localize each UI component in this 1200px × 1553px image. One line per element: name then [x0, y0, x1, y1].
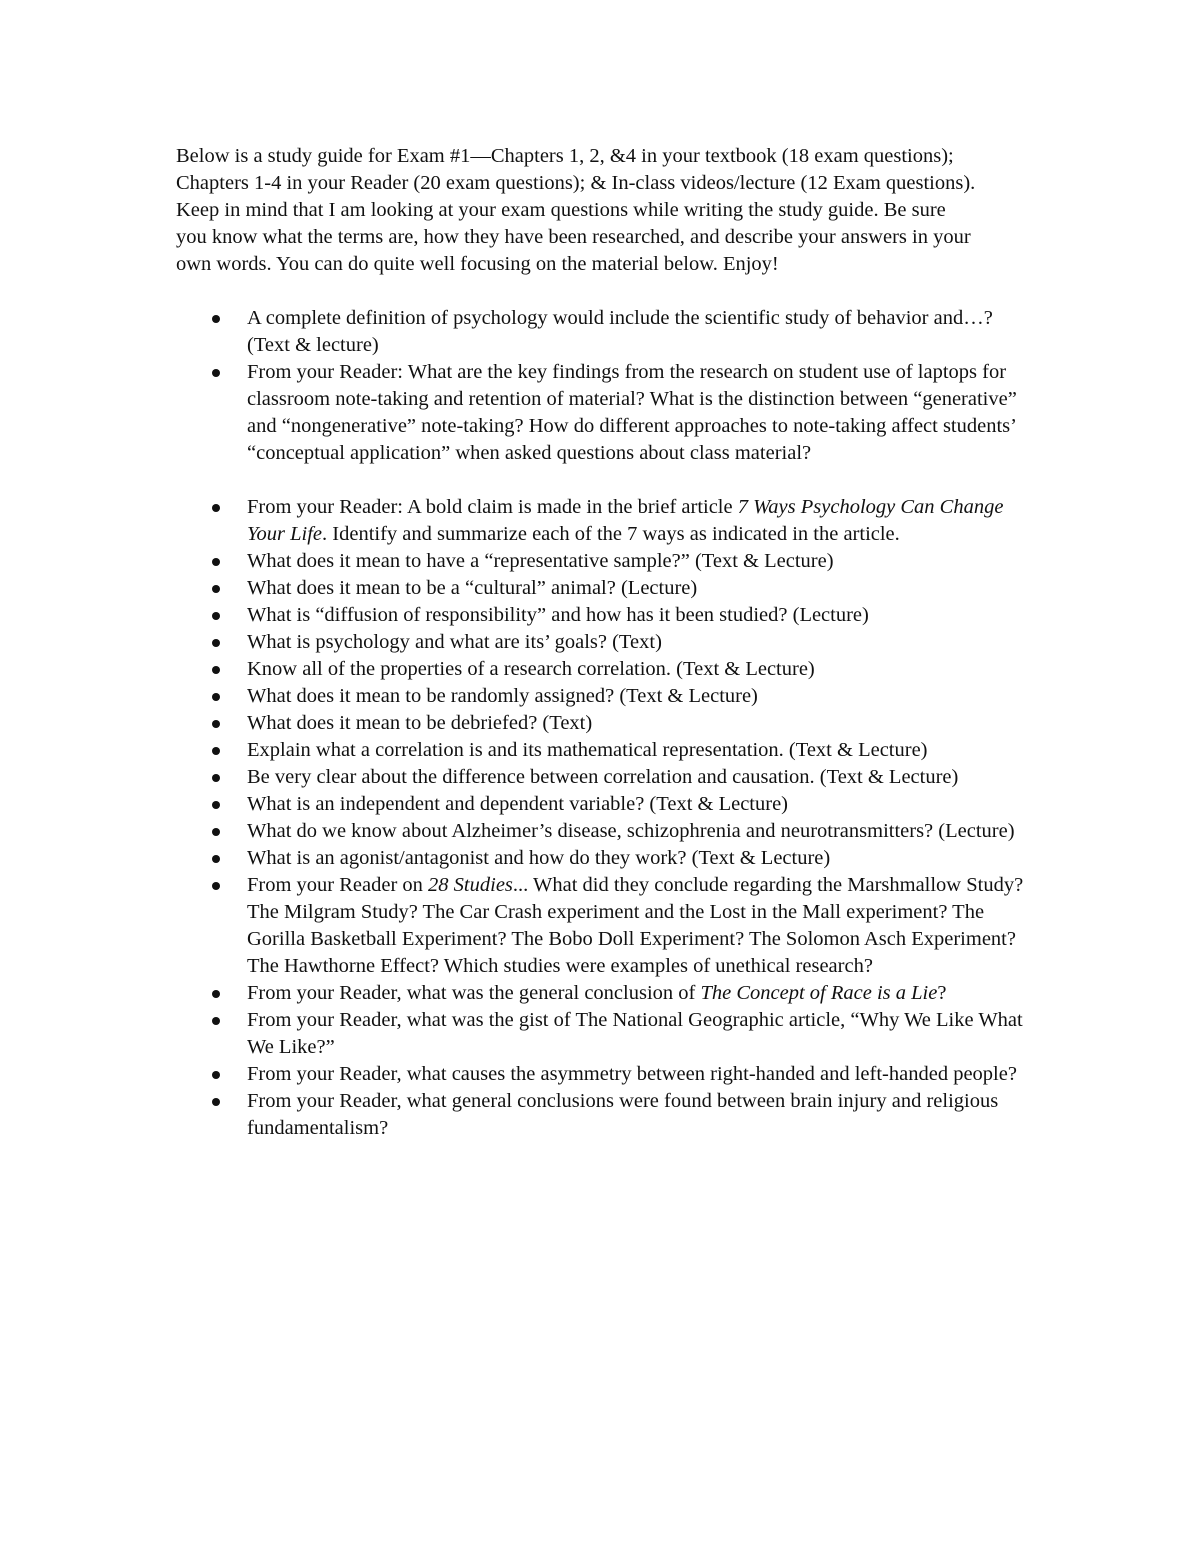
bullet-icon: [212, 504, 220, 512]
item-text: Be very clear about the difference between correlation and causation. (Text & Lecture): [247, 766, 959, 788]
list-item: [176, 764, 1037, 791]
item-text: From your Reader on: [247, 874, 429, 896]
bullet-icon: [212, 369, 220, 377]
item-text: ?: [937, 982, 947, 1004]
item-text: Explain what a correlation is and its mathematical representation. (Text & Lecture): [247, 739, 928, 761]
bullet-icon: [212, 990, 220, 998]
bullet-icon: [212, 855, 220, 863]
item-text: From your Reader, what was the general conclusion of: [247, 982, 701, 1004]
item-text: What does it mean to be a “cultural” animal? (Lecture): [247, 577, 698, 599]
item-text: What does it mean to be debriefed? (Text): [247, 712, 593, 734]
article-title: 7 Ways Psychology Can Change Your Life: [247, 496, 1004, 545]
question-list: [176, 305, 1036, 1142]
list-item: [176, 710, 1037, 737]
list-item: [176, 629, 1037, 656]
list-item: [176, 359, 1037, 467]
list-item: [176, 305, 1037, 359]
list-item: [176, 656, 1037, 683]
item-text: From your Reader, what general conclusions were found between brain injury and religious fundamentalism?: [247, 1090, 999, 1139]
bullet-icon: [212, 1017, 220, 1025]
bullet-icon: [212, 747, 220, 755]
list-item: [176, 548, 1037, 575]
article-title: The Concept of Race is a Lie: [700, 982, 938, 1004]
item-text: From your Reader: What are the key findings from the research on student use of laptops for classroom note-taking and retention of material? What is the distinction between “generative” and “nongenerative” note-taking? How do different approaches to note-taking affect students’ “conceptual application” when asked questions about class material?: [247, 361, 1017, 464]
bullet-icon: [212, 828, 220, 836]
list-item: [176, 791, 1037, 818]
item-text: What does it mean to have a “representative sample?” (Text & Lecture): [247, 550, 834, 572]
list-item: [176, 818, 1037, 845]
list-item: [176, 980, 1037, 1007]
list-item: [176, 1088, 1037, 1142]
list-item: [176, 845, 1037, 872]
item-text: What is “diffusion of responsibility” and how has it been studied? (Lecture): [247, 604, 869, 626]
item-text: What is an independent and dependent variable? (Text & Lecture): [247, 793, 789, 815]
list-item: [176, 683, 1037, 710]
list-item: [176, 1061, 1037, 1088]
bullet-icon: [212, 882, 220, 890]
bullet-icon: [212, 693, 220, 701]
item-text: What is an agonist/antagonist and how do they work? (Text & Lecture): [247, 847, 831, 869]
intro-paragraph: Below is a study guide for Exam #1—Chapters 1, 2, &4 in your textbook (18 exam questions); Chapters 1-4 in your Reader (20 exam questions); & In-class videos/lecture (12 Exam questions). Keep in mind that I am looking at your exam questions while writing the study guide. Be sure you know what the terms are, how they have been researched, and describe your answers in your own words. You can do quite well focusing on the material below. Enjoy!: [176, 145, 976, 275]
list-item: [176, 1007, 1037, 1061]
item-text: What do we know about Alzheimer’s disease, schizophrenia and neurotransmitters? (Lecture): [247, 820, 1015, 842]
list-item: [176, 737, 1037, 764]
list-item: [176, 872, 1037, 980]
item-text: ... What did they conclude regarding the Marshmallow Study? The Milgram Study? The Car Crash experiment and the Lost in the Mall experiment? The Gorilla Basketball Experiment? The Bobo Doll Experiment? The Solomon Asch Experiment? The Hawthorne Effect? Which studies were examples of unethical research?: [247, 874, 1024, 977]
bullet-icon: [212, 774, 220, 782]
item-text: Know all of the properties of a research correlation. (Text & Lecture): [247, 658, 815, 680]
item-text: From your Reader: A bold claim is made in the brief article: [247, 496, 738, 518]
bullet-icon: [212, 720, 220, 728]
bullet-icon: [212, 1098, 220, 1106]
bullet-icon: [212, 558, 220, 566]
list-item: [176, 494, 1037, 548]
bullet-icon: [212, 315, 220, 323]
item-text: From your Reader, what was the gist of The National Geographic article, “Why We Like What We Like?”: [247, 1009, 1023, 1058]
bullet-icon: [212, 639, 220, 647]
item-text: . Identify and summarize each of the 7 ways as indicated in the article.: [322, 523, 900, 545]
list-item: [176, 575, 1037, 602]
list-item: [176, 602, 1037, 629]
item-text: What is psychology and what are its’ goals? (Text): [247, 631, 662, 653]
bullet-icon: [212, 585, 220, 593]
item-text: From your Reader, what causes the asymmetry between right-handed and left-handed people?: [247, 1063, 1017, 1085]
bullet-icon: [212, 801, 220, 809]
bullet-icon: [212, 1071, 220, 1079]
article-title: 28 Studies: [428, 874, 513, 896]
bullet-icon: [212, 612, 220, 620]
item-text: What does it mean to be randomly assigned? (Text & Lecture): [247, 685, 758, 707]
study-guide-page: [176, 143, 1036, 1142]
item-text: A complete definition of psychology would include the scientific study of behavior and…? (Text & lecture): [247, 307, 993, 356]
bullet-icon: [212, 666, 220, 674]
